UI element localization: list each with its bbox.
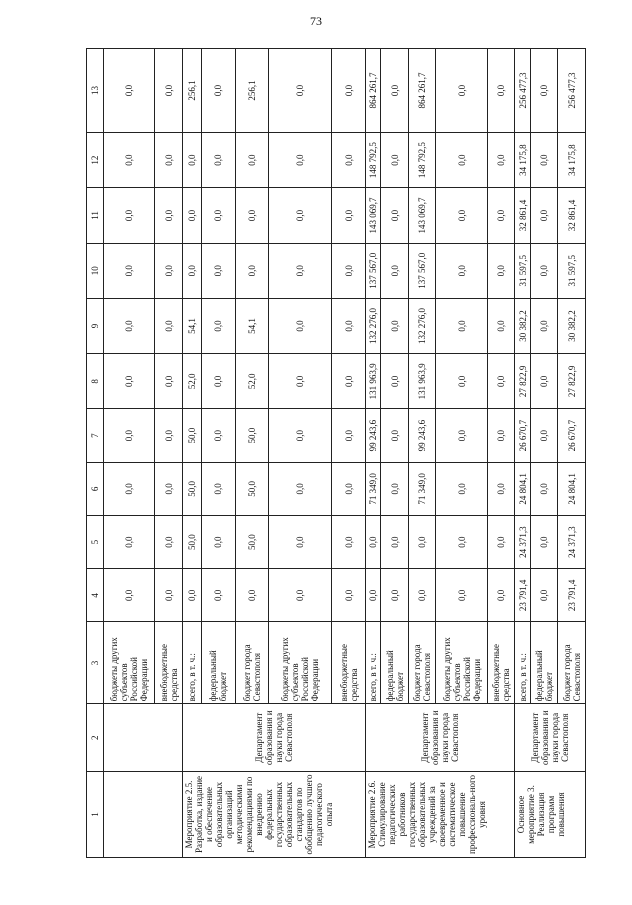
amount-cell: 0,0 — [530, 243, 558, 298]
amount-cell: 0,0 — [436, 298, 487, 353]
column-number-12: 12 — [87, 133, 104, 188]
amount-cell: 131 963,9 — [365, 354, 381, 409]
amount-cell: 0,0 — [269, 243, 332, 298]
amount-cell: 0,0 — [269, 298, 332, 353]
amount-cell: 0,0 — [408, 515, 436, 568]
amount-cell: 0,0 — [269, 188, 332, 243]
amount-cell: 0,0 — [104, 49, 155, 133]
amount-cell: 0,0 — [201, 243, 235, 298]
amount-cell: 0,0 — [155, 354, 183, 409]
amount-cell: 50,0 — [182, 409, 201, 462]
amount-cell: 0,0 — [182, 243, 201, 298]
column-number-13: 13 — [87, 49, 104, 133]
funding-source: федеральный бюджет — [530, 622, 558, 704]
amount-cell: 148 792,5 — [408, 133, 436, 188]
funding-source: бюджет города Севастополя — [408, 622, 436, 704]
amount-cell: 256,1 — [235, 49, 269, 133]
responsible-department: Департамент образования и науки города Севастополя — [365, 704, 514, 772]
amount-cell: 0,0 — [436, 409, 487, 462]
amount-cell: 256,1 — [182, 49, 201, 133]
amount-cell: 0,0 — [332, 409, 366, 462]
amount-cell: 0,0 — [269, 133, 332, 188]
amount-cell: 137 567,0 — [365, 243, 381, 298]
amount-cell: 24 371,3 — [515, 515, 531, 568]
amount-cell: 0,0 — [530, 133, 558, 188]
amount-cell: 0,0 — [381, 243, 409, 298]
amount-cell: 0,0 — [104, 569, 155, 622]
amount-cell: 0,0 — [104, 243, 155, 298]
amount-cell: 0,0 — [332, 188, 366, 243]
amount-cell: 50,0 — [235, 462, 269, 515]
amount-cell: 71 349,0 — [408, 462, 436, 515]
amount-cell: 0,0 — [436, 569, 487, 622]
activity-description: Мероприятие 2.6. Стимулирование педагогических работников государственных образовательных учреждений за своевременное и систематическое повышение профессиональ-ного уровня — [365, 771, 514, 857]
amount-cell: 34 175,8 — [558, 133, 586, 188]
amount-cell: 0,0 — [201, 133, 235, 188]
amount-cell: 0,0 — [381, 569, 409, 622]
amount-cell: 0,0 — [269, 569, 332, 622]
amount-cell: 0,0 — [104, 515, 155, 568]
amount-cell: 0,0 — [235, 243, 269, 298]
funding-source: бюджет города Севастополя — [558, 622, 586, 704]
amount-cell: 99 243,6 — [408, 409, 436, 462]
amount-cell: 50,0 — [182, 515, 201, 568]
amount-cell: 0,0 — [332, 462, 366, 515]
amount-cell: 0,0 — [381, 298, 409, 353]
amount-cell: 0,0 — [155, 49, 183, 133]
amount-cell: 0,0 — [104, 409, 155, 462]
table-body — [104, 49, 586, 858]
page-number: 73 — [310, 14, 322, 28]
amount-cell: 0,0 — [104, 298, 155, 353]
activity-description: Мероприятие 2.5. Разработка, издание и обеспечение образовательных организаций методическими рекомендациями по внедрению федеральных государственных образовательных стандартов по обобщению лучшего педагогического опыта — [182, 771, 365, 857]
amount-cell: 0,0 — [104, 188, 155, 243]
amount-cell: 0,0 — [487, 188, 515, 243]
amount-cell: 0,0 — [530, 569, 558, 622]
amount-cell: 0,0 — [235, 188, 269, 243]
amount-cell: 50,0 — [182, 462, 201, 515]
amount-cell: 143 069,7 — [365, 188, 381, 243]
amount-cell: 0,0 — [201, 462, 235, 515]
amount-cell: 0,0 — [408, 569, 436, 622]
amount-cell: 54,1 — [235, 298, 269, 353]
amount-cell: 24 371,3 — [558, 515, 586, 568]
amount-cell: 50,0 — [235, 409, 269, 462]
amount-cell: 0,0 — [104, 354, 155, 409]
amount-cell: 0,0 — [530, 462, 558, 515]
amount-cell: 0,0 — [436, 462, 487, 515]
column-number-2: 2 — [87, 704, 104, 772]
amount-cell: 0,0 — [201, 298, 235, 353]
amount-cell: 50,0 — [235, 515, 269, 568]
responsible-department — [104, 704, 183, 772]
amount-cell: 0,0 — [155, 569, 183, 622]
column-number-6: 6 — [87, 462, 104, 515]
amount-cell: 0,0 — [332, 515, 366, 568]
amount-cell: 143 069,7 — [408, 188, 436, 243]
amount-cell: 0,0 — [269, 49, 332, 133]
amount-cell: 26 670,7 — [558, 409, 586, 462]
funding-source: внебюджетные средства — [332, 622, 366, 704]
amount-cell: 0,0 — [332, 569, 366, 622]
amount-cell: 0,0 — [436, 133, 487, 188]
table-row — [182, 49, 201, 858]
amount-cell: 23 791,4 — [515, 569, 531, 622]
amount-cell: 0,0 — [530, 515, 558, 568]
amount-cell: 0,0 — [332, 354, 366, 409]
amount-cell: 0,0 — [487, 569, 515, 622]
amount-cell: 0,0 — [487, 409, 515, 462]
amount-cell: 131 963,9 — [408, 354, 436, 409]
amount-cell: 0,0 — [436, 354, 487, 409]
amount-cell: 0,0 — [530, 188, 558, 243]
amount-cell: 256 477,3 — [515, 49, 531, 133]
amount-cell: 0,0 — [201, 354, 235, 409]
amount-cell: 0,0 — [381, 409, 409, 462]
amount-cell: 0,0 — [201, 515, 235, 568]
funding-source: бюджеты других субъектов Российской Федерации — [269, 622, 332, 704]
amount-cell: 0,0 — [436, 49, 487, 133]
funding-source: бюджеты других субъектов Российской Федерации — [104, 622, 155, 704]
amount-cell: 0,0 — [365, 515, 381, 568]
amount-cell: 0,0 — [235, 569, 269, 622]
column-number-8: 8 — [87, 354, 104, 409]
amount-cell: 0,0 — [269, 409, 332, 462]
amount-cell: 0,0 — [381, 354, 409, 409]
amount-cell: 24 804,1 — [515, 462, 531, 515]
amount-cell: 132 276,0 — [365, 298, 381, 353]
amount-cell: 0,0 — [487, 298, 515, 353]
column-number-11: 11 — [87, 188, 104, 243]
amount-cell: 26 670,7 — [515, 409, 531, 462]
column-number-1: 1 — [87, 771, 104, 857]
amount-cell: 0,0 — [332, 243, 366, 298]
amount-cell: 31 597,5 — [558, 243, 586, 298]
amount-cell: 864 261,7 — [408, 49, 436, 133]
amount-cell: 0,0 — [530, 354, 558, 409]
amount-cell: 0,0 — [155, 462, 183, 515]
funding-source: бюджеты других субъектов Российской Федерации — [436, 622, 487, 704]
amount-cell: 0,0 — [530, 298, 558, 353]
amount-cell: 54,1 — [182, 298, 201, 353]
column-number-5: 5 — [87, 515, 104, 568]
activity-description — [104, 771, 183, 857]
amount-cell: 864 261,7 — [365, 49, 381, 133]
financing-table — [86, 48, 586, 858]
column-number-header-row — [87, 49, 104, 858]
amount-cell: 0,0 — [487, 462, 515, 515]
amount-cell: 0,0 — [155, 133, 183, 188]
amount-cell: 71 349,0 — [365, 462, 381, 515]
table-row — [365, 49, 381, 858]
amount-cell: 24 804,1 — [558, 462, 586, 515]
amount-cell: 137 567,0 — [408, 243, 436, 298]
funding-source: внебюджетные средства — [155, 622, 183, 704]
rotated-table-frame — [86, 48, 586, 858]
amount-cell: 34 175,8 — [515, 133, 531, 188]
amount-cell: 27 822,9 — [515, 354, 531, 409]
amount-cell: 52,0 — [235, 354, 269, 409]
column-number-3: 3 — [87, 622, 104, 704]
amount-cell: 0,0 — [269, 462, 332, 515]
table-row — [515, 49, 531, 858]
amount-cell: 32 861,4 — [515, 188, 531, 243]
amount-cell: 0,0 — [155, 298, 183, 353]
amount-cell: 31 597,5 — [515, 243, 531, 298]
amount-cell: 23 791,4 — [558, 569, 586, 622]
column-number-10: 10 — [87, 243, 104, 298]
amount-cell: 0,0 — [155, 188, 183, 243]
amount-cell: 0,0 — [155, 515, 183, 568]
funding-source: всего, в т. ч.: — [515, 622, 531, 704]
amount-cell: 30 382,2 — [515, 298, 531, 353]
column-number-4: 4 — [87, 569, 104, 622]
funding-source: всего, в т. ч.: — [182, 622, 201, 704]
amount-cell: 0,0 — [381, 515, 409, 568]
amount-cell: 0,0 — [381, 133, 409, 188]
amount-cell: 0,0 — [436, 515, 487, 568]
amount-cell: 0,0 — [201, 569, 235, 622]
amount-cell: 0,0 — [155, 243, 183, 298]
amount-cell: 27 822,9 — [558, 354, 586, 409]
activity-description: Основное мероприятие 3. Реализация программ повышения — [515, 771, 586, 857]
amount-cell: 0,0 — [104, 133, 155, 188]
funding-source: федеральный бюджет — [381, 622, 409, 704]
amount-cell: 148 792,5 — [365, 133, 381, 188]
amount-cell: 256 477,3 — [558, 49, 586, 133]
amount-cell: 0,0 — [201, 409, 235, 462]
amount-cell: 0,0 — [235, 133, 269, 188]
amount-cell: 0,0 — [269, 354, 332, 409]
amount-cell: 30 382,2 — [558, 298, 586, 353]
amount-cell: 0,0 — [201, 188, 235, 243]
amount-cell: 0,0 — [332, 298, 366, 353]
amount-cell: 0,0 — [155, 409, 183, 462]
amount-cell: 0,0 — [530, 409, 558, 462]
amount-cell: 99 243,6 — [365, 409, 381, 462]
column-number-7: 7 — [87, 409, 104, 462]
amount-cell: 0,0 — [436, 243, 487, 298]
funding-source: внебюджетные средства — [487, 622, 515, 704]
rotated-table-container — [86, 48, 586, 858]
funding-source: федеральный бюджет — [201, 622, 235, 704]
amount-cell: 32 861,4 — [558, 188, 586, 243]
amount-cell: 0,0 — [381, 49, 409, 133]
amount-cell: 0,0 — [182, 188, 201, 243]
amount-cell: 0,0 — [381, 188, 409, 243]
amount-cell: 0,0 — [182, 569, 201, 622]
amount-cell: 132 276,0 — [408, 298, 436, 353]
amount-cell: 0,0 — [104, 462, 155, 515]
amount-cell: 0,0 — [201, 49, 235, 133]
funding-source: всего, в т. ч.: — [365, 622, 381, 704]
amount-cell: 0,0 — [269, 515, 332, 568]
amount-cell: 0,0 — [436, 188, 487, 243]
responsible-department: Департамент образования и науки города Севастополя — [182, 704, 365, 772]
column-number-9: 9 — [87, 298, 104, 353]
amount-cell: 0,0 — [365, 569, 381, 622]
amount-cell: 0,0 — [332, 133, 366, 188]
amount-cell: 0,0 — [487, 49, 515, 133]
amount-cell: 52,0 — [182, 354, 201, 409]
amount-cell: 0,0 — [530, 49, 558, 133]
amount-cell: 0,0 — [487, 133, 515, 188]
amount-cell: 0,0 — [332, 49, 366, 133]
amount-cell: 0,0 — [487, 515, 515, 568]
amount-cell: 0,0 — [381, 462, 409, 515]
table-row — [104, 49, 155, 858]
amount-cell: 0,0 — [182, 133, 201, 188]
funding-source: бюджет города Севастополя — [235, 622, 269, 704]
amount-cell: 0,0 — [487, 243, 515, 298]
responsible-department: Департамент образования и науки города Севастополя — [515, 704, 586, 772]
amount-cell: 0,0 — [487, 354, 515, 409]
